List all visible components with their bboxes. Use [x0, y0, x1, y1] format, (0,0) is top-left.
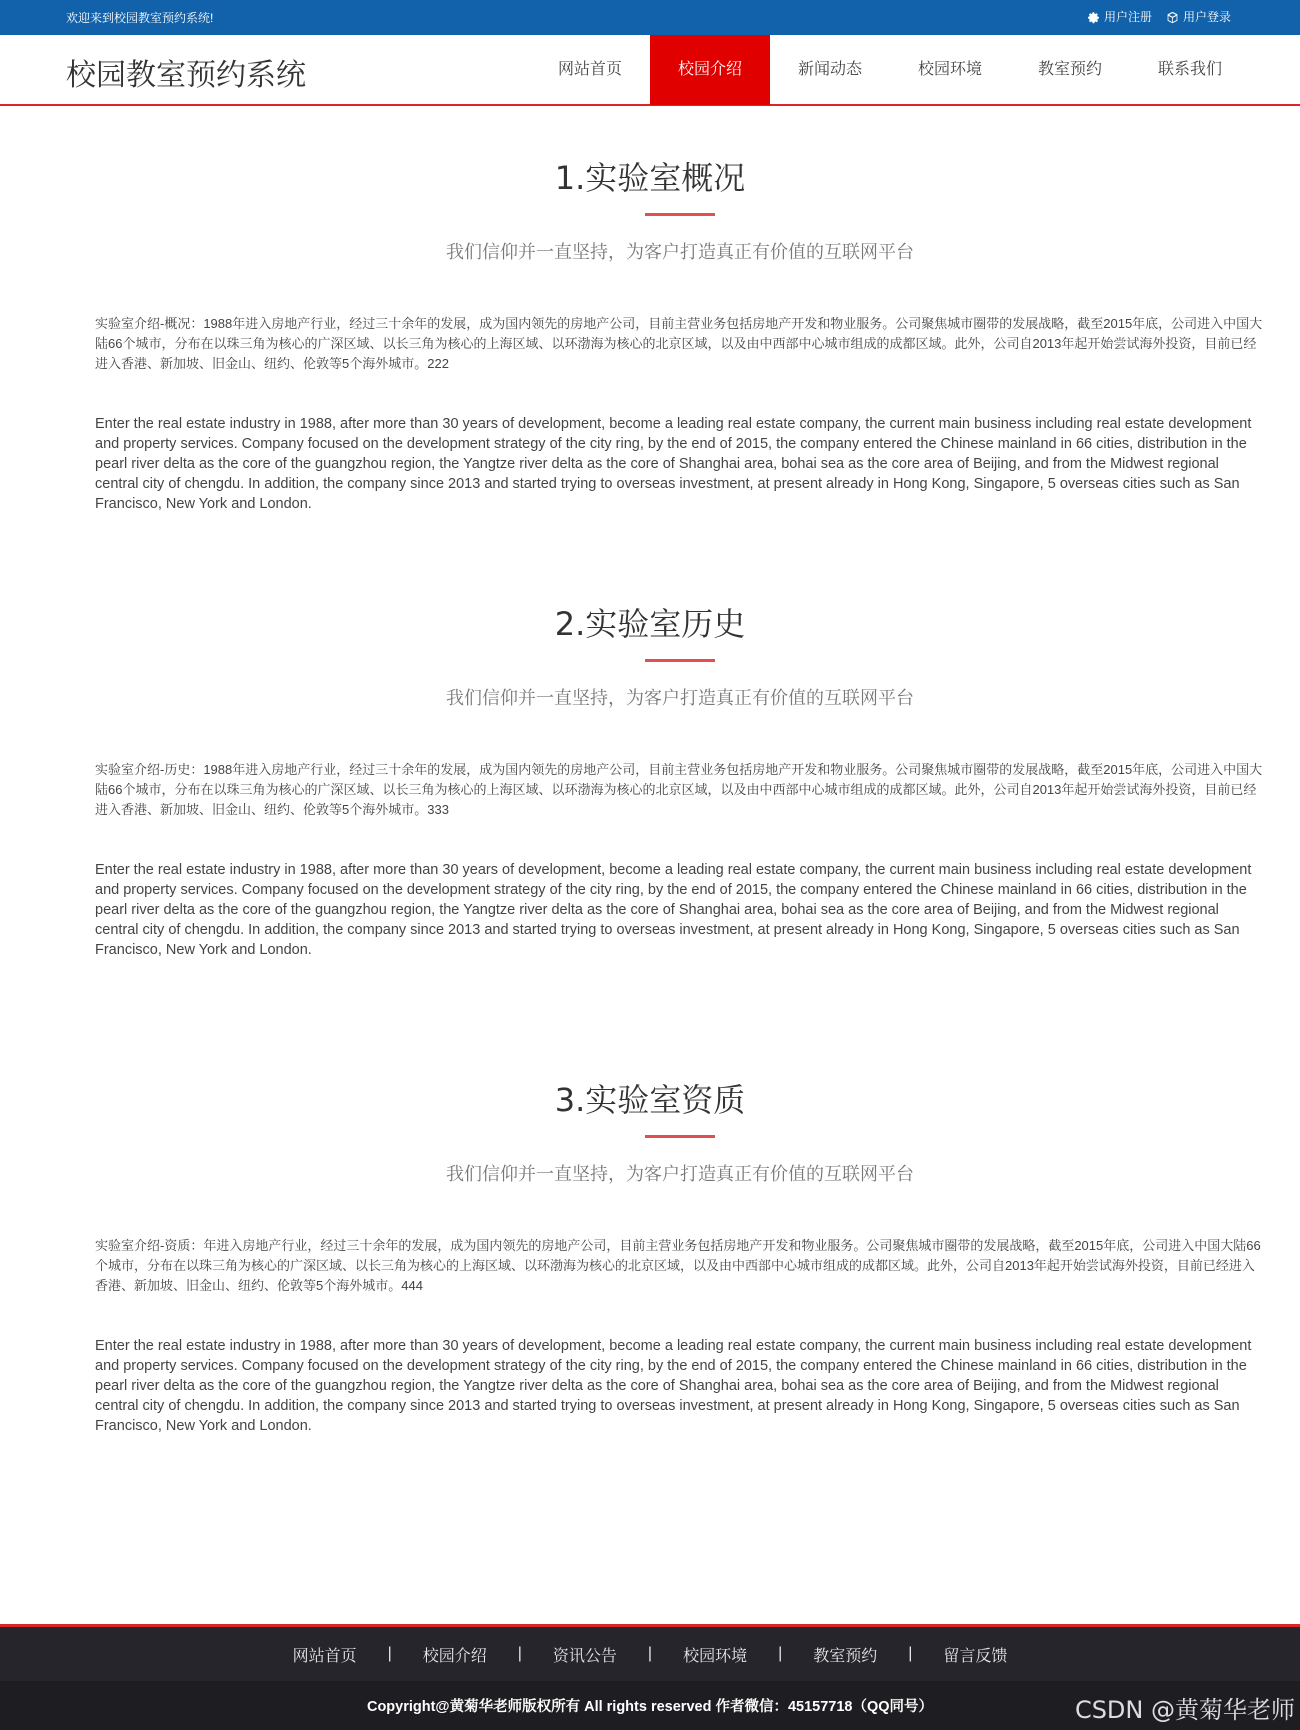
section-subtitle: 我们信仰并一直坚持，为客户打造真正有价值的互联网平台 [446, 1164, 914, 1184]
section-text-cn: 实验室介绍-资质：年进入房地产行业，经过三十余年的发展，成为国内领先的房地产公司，目前主营业务包括房地产开发和物业服务。公司聚焦城市圈带的发展战略，截至2015年底，公司进入中国大陆66个城市，分布在以珠三角为核心的广深区域、以长三角为核心的上海区域、以环渤海为核心的北京区域，以及由中西部中心城市组成的成都区域。此外，公司自2013年起开始尝试海外投资，目前已经进入香港、新加坡、旧金山、纽约、伦敦等5个海外城市。444 [95, 1238, 1261, 1293]
nav-item-booking[interactable]: 教室预约 [1037, 61, 1102, 78]
footer-link-announcements[interactable]: 资讯公告 [552, 1647, 617, 1665]
nav-item-about[interactable]: 校园介绍 [650, 35, 770, 105]
nav-item-contact[interactable]: 联系我们 [1157, 61, 1222, 78]
login-link[interactable] [1166, 9, 1231, 25]
login-label: 用户登录 [1182, 10, 1231, 24]
nav-item-news[interactable]: 新闻动态 [797, 61, 862, 78]
footer-link-about[interactable]: 校园介绍 [422, 1647, 487, 1665]
footer-separator: | [387, 1645, 392, 1662]
footer-link-feedback[interactable]: 留言反馈 [943, 1647, 1008, 1665]
footer-separator: | [908, 1645, 913, 1662]
section-subtitle: 我们信仰并一直坚持，为客户打造真正有价值的互联网平台 [446, 688, 914, 708]
section-divider [645, 1135, 715, 1138]
top-bar [0, 0, 1300, 35]
section-text-cn: 实验室介绍-概况：1988年进入房地产行业，经过三十余年的发展，成为国内领先的房地产公司，目前主营业务包括房地产开发和物业服务。公司聚焦城市圈带的发展战略，截至2015年底，公司进入中国大陆66个城市，分布在以珠三角为核心的广深区域、以长三角为核心的上海区域、以环渤海为核心的北京区域，以及由中西部中心城市组成的成都区域。此外，公司自2013年起开始尝试海外投资，目前已经进入香港、新加坡、旧金山、纽约、伦敦等5个海外城市。222 [95, 316, 1263, 371]
register-label: 用户注册 [1103, 10, 1152, 24]
register-link[interactable] [1087, 9, 1152, 25]
section-title: 1.实验室概况 [554, 159, 746, 197]
gear-icon [1087, 11, 1100, 24]
footer-nav [0, 1627, 1300, 1681]
copyright-text: Copyright@黄菊华老师版权所有 All rights reserved 作者微信：45157718（QQ同号） [0, 1681, 1300, 1730]
footer-separator: | [778, 1645, 783, 1662]
footer-separator: | [517, 1645, 522, 1662]
nav-item-home[interactable]: 网站首页 [557, 61, 622, 78]
section-text-en: Enter the real estate industry in 1988, after more than 30 years of development, become a leading real estate company, the current main business including real estate development and property services. Company focused on the development strategy of the city ring, by the end of 2015, the company entered the Chinese mainland in 66 cities, distribution in the pearl river delta as the core of the guangzhou region, the Yangtze river delta as the core of Shanghai area, bohai sea as the core area of Beijing, and from the Midwest regional central city of chengdu. In addition, the company since 2013 and started trying to overseas investment, at present already in Hong Kong, Singapore, 5 overseas cities such as San Francisco, New York and London. [95, 1338, 1252, 1434]
section-text-en: Enter the real estate industry in 1988, after more than 30 years of development, become a leading real estate company, the current main business including real estate development and property services. Company focused on the development strategy of the city ring, by the end of 2015, the company entered the Chinese mainland in 66 cities, distribution in the pearl river delta as the core of the guangzhou region, the Yangtze river delta as the core of Shanghai area, bohai sea as the core area of Beijing, and from the Midwest regional central city of chengdu. In addition, the company since 2013 and started trying to overseas investment, at present already in Hong Kong, Singapore, 5 overseas cities such as San Francisco, New York and London. [95, 862, 1252, 958]
section-divider [645, 213, 715, 216]
section-subtitle: 我们信仰并一直坚持，为客户打造真正有价值的互联网平台 [446, 242, 914, 262]
top-links [1087, 9, 1231, 25]
site-footer [0, 1624, 1300, 1730]
csdn-watermark: CSDN @黄菊华老师 [1074, 1696, 1295, 1724]
site-brand: 校园教室预约系统 [66, 58, 306, 93]
main-nav [530, 35, 1250, 105]
footer-link-home[interactable]: 网站首页 [292, 1647, 357, 1665]
footer-link-environment[interactable]: 校园环境 [683, 1647, 748, 1665]
cube-icon [1166, 11, 1179, 24]
section-title: 3.实验室资质 [554, 1081, 746, 1119]
section-text-en: Enter the real estate industry in 1988, after more than 30 years of development, become a leading real estate company, the current main business including real estate development and property services. Company focused on the development strategy of the city ring, by the end of 2015, the company entered the Chinese mainland in 66 cities, distribution in the pearl river delta as the core of the guangzhou region, the Yangtze river delta as the core of Shanghai area, bohai sea as the core area of Beijing, and from the Midwest regional central city of chengdu. In addition, the company since 2013 and started trying to overseas investment, at present already in Hong Kong, Singapore, 5 overseas cities such as San Francisco, New York and London. [95, 416, 1252, 512]
section-title: 2.实验室历史 [554, 605, 746, 643]
footer-link-booking[interactable]: 教室预约 [813, 1647, 878, 1665]
footer-separator: | [647, 1645, 653, 1662]
site-header [0, 35, 1300, 106]
section-text-cn: 实验室介绍-历史：1988年进入房地产行业，经过三十余年的发展，成为国内领先的房地产公司，目前主营业务包括房地产开发和物业服务。公司聚焦城市圈带的发展战略，截至2015年底，公司进入中国大陆66个城市，分布在以珠三角为核心的广深区域、以长三角为核心的上海区域、以环渤海为核心的北京区域，以及由中西部中心城市组成的成都区域。此外，公司自2013年起开始尝试海外投资，目前已经进入香港、新加坡、旧金山、纽约、伦敦等5个海外城市。333 [95, 762, 1263, 817]
nav-item-environment[interactable]: 校园环境 [917, 61, 982, 78]
welcome-text: 欢迎来到校园教室预约系统! [66, 11, 214, 25]
section-divider [645, 659, 715, 662]
